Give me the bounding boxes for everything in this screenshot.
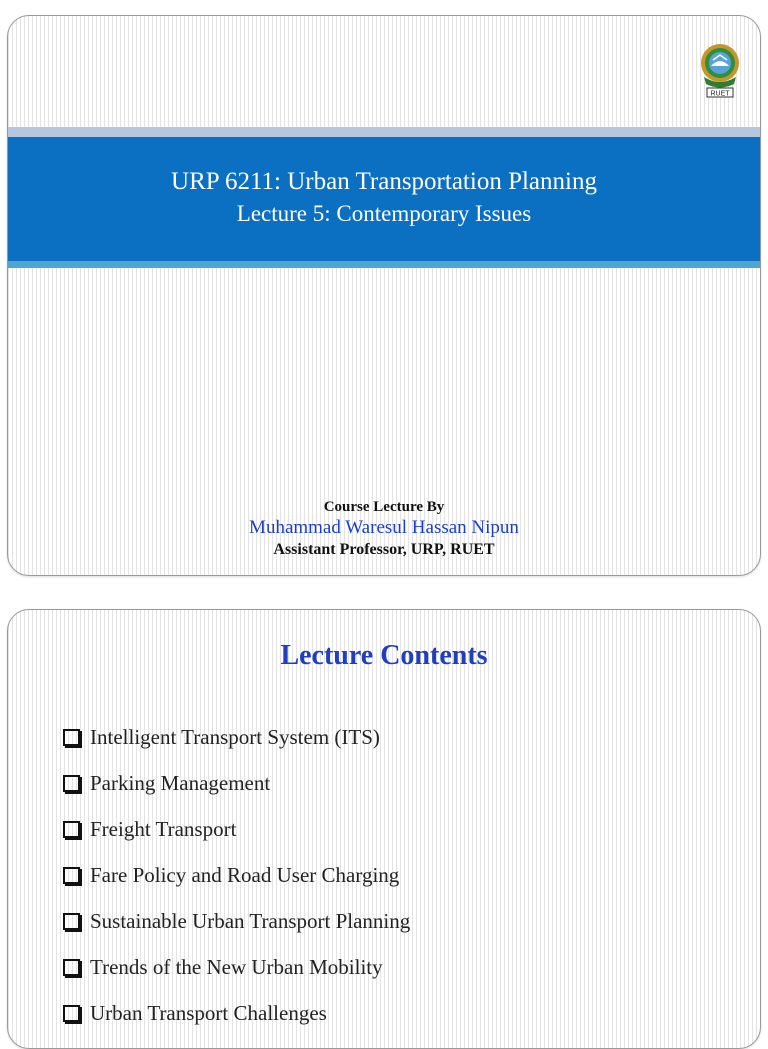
topic-text: Trends of the New Urban Mobility: [90, 954, 383, 979]
checkbox-icon: [63, 729, 80, 746]
topic-list: [63, 714, 410, 1036]
author-name: Muhammad Waresul Hassan Nipun: [249, 517, 519, 538]
author-role: Assistant Professor, URP, RUET: [273, 541, 495, 558]
checkbox-icon: [63, 821, 80, 838]
topic-text: Fare Policy and Road User Charging: [90, 862, 400, 887]
title-band: [8, 137, 760, 261]
checkbox-icon: [63, 959, 80, 976]
logo-text: RUET: [710, 90, 730, 98]
list-item: [63, 806, 410, 852]
topic-text: Parking Management: [90, 770, 271, 795]
checkbox-icon: [63, 913, 80, 930]
list-item: [63, 944, 410, 990]
list-item: [63, 990, 410, 1036]
topic-text: Urban Transport Challenges: [90, 1000, 327, 1025]
lecture-title: Lecture 5: Contemporary Issues: [236, 201, 532, 226]
title-band-top-stripe: [8, 127, 760, 137]
course-title: URP 6211: Urban Transportation Planning: [171, 168, 597, 195]
list-item: [63, 760, 410, 806]
contents-heading: Lecture Contents: [280, 640, 488, 671]
topic-text: Sustainable Urban Transport Planning: [90, 908, 411, 933]
topic-text: Freight Transport: [90, 816, 237, 841]
checkbox-icon: [63, 775, 80, 792]
ruet-logo: [698, 41, 742, 101]
title-band-bottom-stripe: [8, 261, 760, 268]
topic-text: Intelligent Transport System (ITS): [90, 724, 380, 749]
list-item: [63, 898, 410, 944]
checkbox-icon: [63, 1005, 80, 1022]
checkbox-icon: [63, 867, 80, 884]
list-item: [63, 852, 410, 898]
contents-slide: [7, 609, 761, 1049]
title-slide: [7, 15, 761, 576]
credit-label: Course Lecture By: [323, 499, 445, 515]
list-item: [63, 714, 410, 760]
